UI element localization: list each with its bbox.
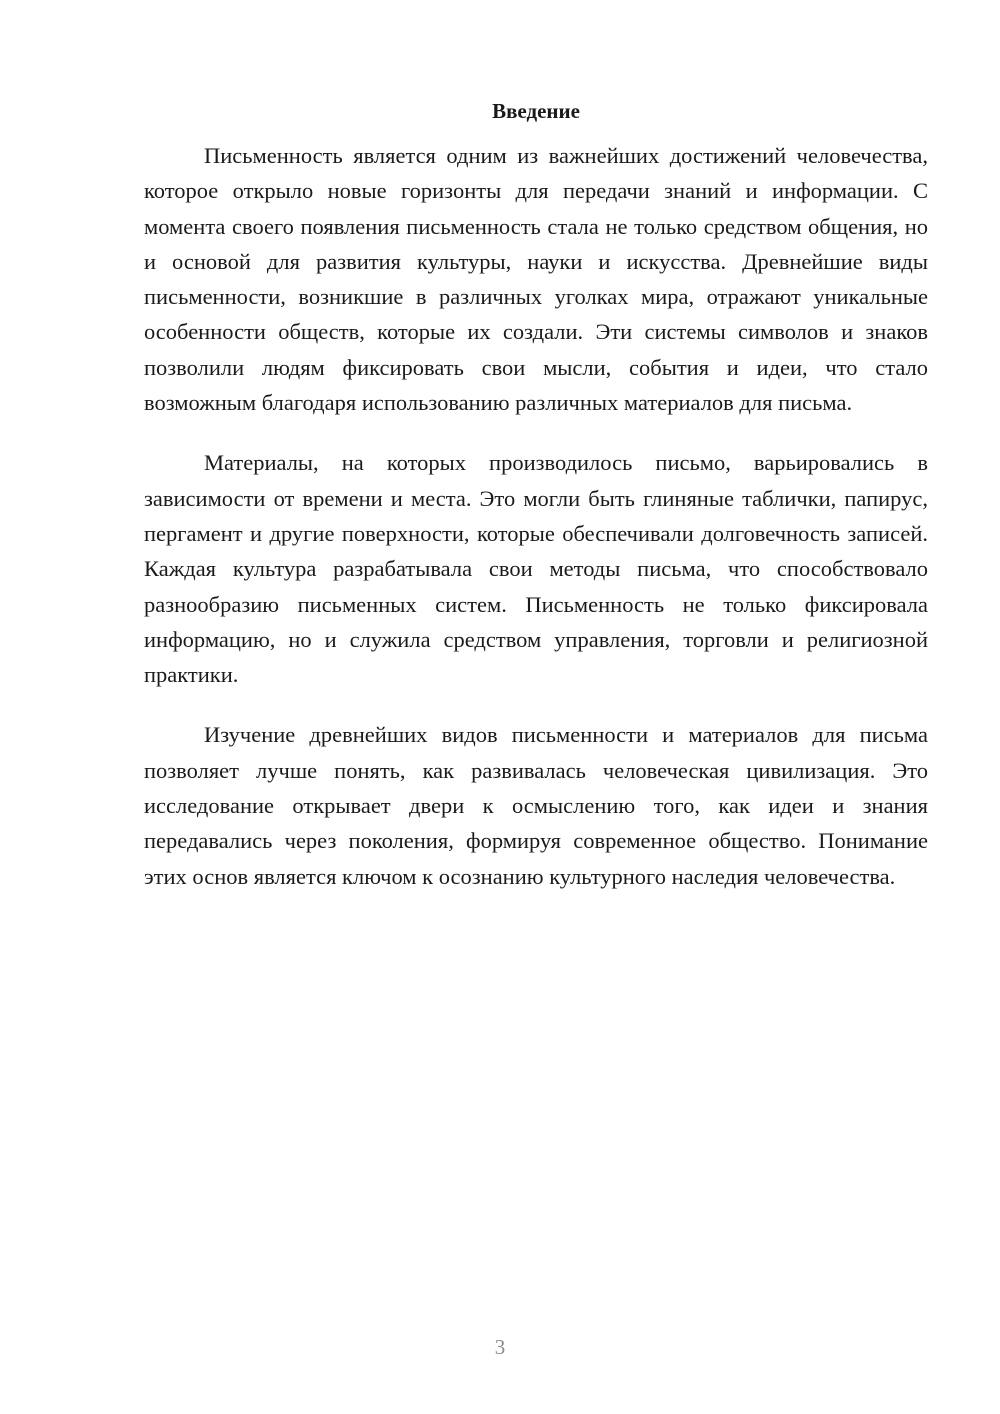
- paragraph-2: Материалы, на которых производилось письмо, варьировались в зависимости от времени и места. Это могли быть глиняные таблички, папирус, пергамент и другие поверхности, которые обеспечивали долговечность записей. Каждая культура разрабатывала свои методы письма, что способствовало разнообразию письменных систем. Письменность не только фиксировала информацию, но и служила средством управления, торговли и религиозной практики.: [144, 450, 928, 688]
- page-title: Введение: [492, 99, 580, 123]
- page-content: [144, 96, 928, 919]
- page-number: 3: [494, 1335, 506, 1359]
- paragraph-1: Письменность является одним из важнейших достижений человечества, которое открыло новые горизонты для передачи знаний и информации. С момента своего появления письменность стала не только средством общения, но и основой для развития культуры, науки и искусства. Древнейшие виды письменности, возникшие в различных уголках мира, отражают уникальные особенности обществ, которые их создали. Эти системы символов и знаков позволили людям фиксировать свои мысли, события и идеи, что стало возможным благодаря использованию различных материалов для письма.: [144, 143, 928, 416]
- paragraph-3: Изучение древнейших видов письменности и материалов для письма позволяет лучше понять, как развивалась человеческая цивилизация. Это исследование открывает двери к осмыслению того, как идеи и знания передавались через поколения, формируя современное общество. Понимание этих основ является ключом к осознанию культурного наследия человечества.: [144, 722, 928, 889]
